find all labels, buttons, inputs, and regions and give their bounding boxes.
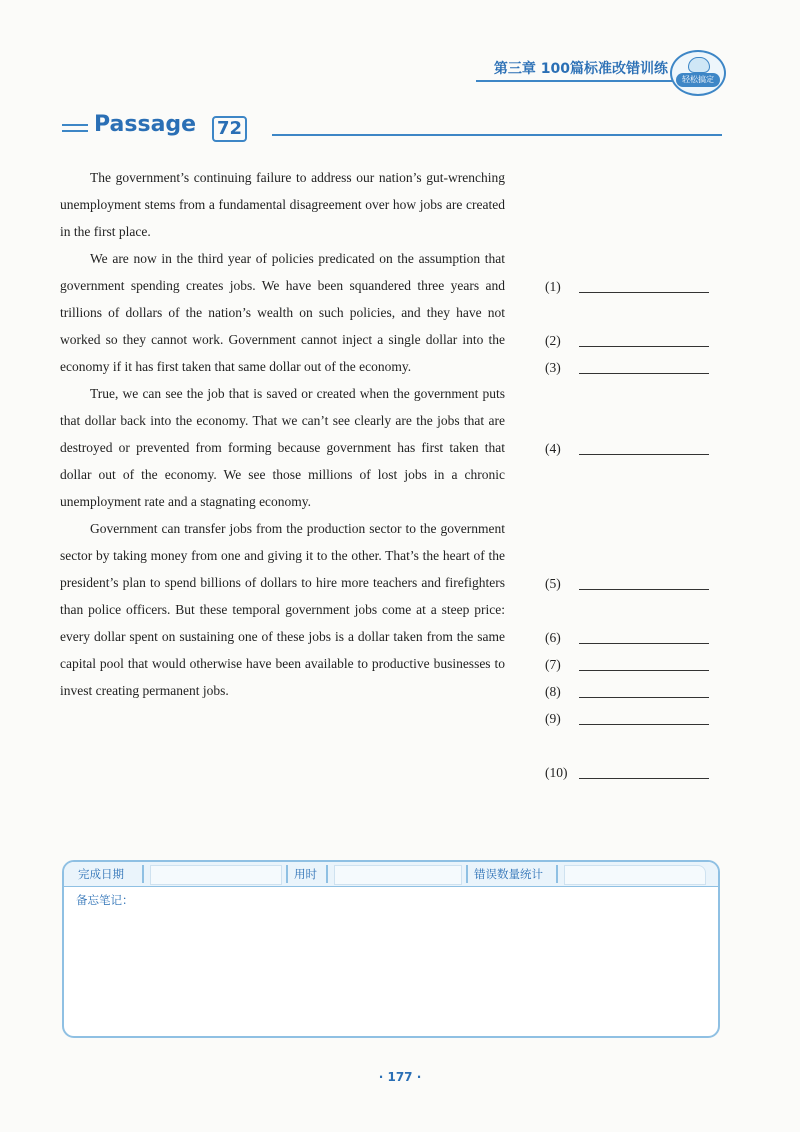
title-decor-line [62, 130, 88, 132]
answer-blank-8[interactable]: (8) [545, 682, 715, 702]
completion-date-field[interactable] [150, 865, 282, 885]
paragraph-3: True, we can see the job that is saved or created when the government puts that dollar back into the economy. That we can’t see clearly are the jobs that are destroyed or prevented from forming because government has first taken that dollar out of the economy. We see those millions of lost jobs in a chronic unemployment rate and a stagnating economy. [60, 386, 505, 509]
study-log-box [62, 860, 720, 1038]
answer-blank-1[interactable]: (1) [545, 277, 715, 297]
answer-blank-2[interactable]: (2) [545, 331, 715, 351]
answer-blank-4[interactable]: (4) [545, 439, 715, 459]
paragraph-4: Government can transfer jobs from the production sector to the government sector by taking money from one and giving it to the other. That’s the heart of the president’s plan to spend billions of dollars to hire more teachers and firefighters than police officers. But these temporal government jobs come at a steep price: every dollar spent on sustaining one of these jobs is a dollar taken from the same capital pool that would otherwise have been available to productive businesses to invest creating permanent jobs. [60, 521, 505, 698]
frog-mascot-icon [688, 57, 710, 73]
mascot-badge-icon [670, 50, 726, 96]
paragraph-1: The government’s continuing failure to address our nation’s gut-wrenching unemployment stems from a fundamental disagreement over how jobs are created in the first place. [60, 170, 505, 239]
error-count-label: 错误数量统计 [474, 867, 543, 881]
passage-body [60, 164, 505, 704]
badge-label: 轻松搞定 [676, 73, 720, 87]
answer-blank-3[interactable]: (3) [545, 358, 715, 378]
passage-number: 72 [212, 116, 247, 142]
title-decor-line [62, 124, 88, 126]
memo-notes-label: 备忘笔记： [76, 893, 134, 907]
passage-label: Passage [94, 112, 197, 137]
answer-blank-6[interactable]: (6) [545, 628, 715, 648]
paragraph-2: We are now in the third year of policies predicated on the assumption that government spending creates jobs. We have been squandered three years and trillions of dollars of the nation’s wealth on such policies, and they have not worked so they cannot work. Government cannot inject a single dollar into the economy if it has first taken that same dollar out of the economy. [60, 251, 505, 374]
answer-blank-7[interactable]: (7) [545, 655, 715, 675]
title-rule [272, 134, 722, 136]
chapter-title: 第三章 100篇标准改错训练 [493, 61, 668, 77]
answer-blank-9[interactable]: (9) [545, 709, 715, 729]
study-log-header [64, 862, 718, 887]
page-number: · 177 · [378, 1070, 422, 1084]
time-used-field[interactable] [334, 865, 462, 885]
completion-date-label: 完成日期 [78, 867, 124, 881]
header-rule [476, 80, 680, 82]
answer-blank-5[interactable]: (5) [545, 574, 715, 594]
error-count-field[interactable] [564, 865, 706, 885]
time-used-label: 用时 [294, 867, 317, 881]
passage-title-bar [62, 110, 722, 150]
answer-blank-10[interactable]: (10) [545, 763, 715, 783]
